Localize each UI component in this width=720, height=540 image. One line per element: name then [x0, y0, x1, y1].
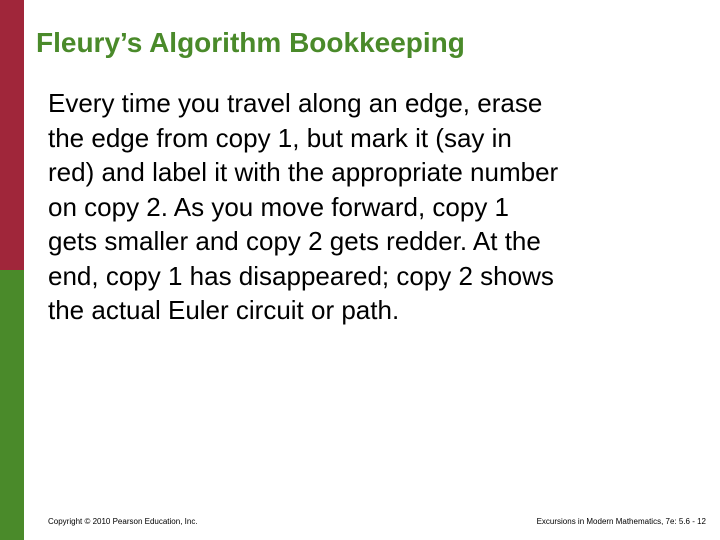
body-line: end, copy 1 has disappeared; copy 2 shows — [48, 260, 554, 291]
body-line: Every time you travel along an edge, erase — [48, 88, 543, 118]
body-line: the edge from copy 1, but mark it (say in — [48, 122, 512, 153]
body-line: gets smaller and copy 2 gets redder. At the — [48, 226, 541, 256]
footer-reference: Excursions in Modern Mathematics, 7e: 5.6 - 12 — [536, 517, 706, 526]
side-accent-bar-red — [0, 0, 24, 270]
side-accent-bar — [0, 0, 24, 540]
slide-title: Fleury’s Algorithm Bookkeeping — [36, 27, 465, 58]
side-accent-bar-green — [0, 270, 24, 540]
body-line: on copy 2. As you move forward, copy 1 — [48, 191, 510, 222]
slide-body — [48, 86, 688, 328]
body-line: red) and label it with the appropriate number — [48, 157, 559, 187]
footer-copyright: Copyright © 2010 Pearson Education, Inc. — [48, 517, 198, 526]
body-line: the actual Euler circuit or path. — [48, 295, 400, 325]
